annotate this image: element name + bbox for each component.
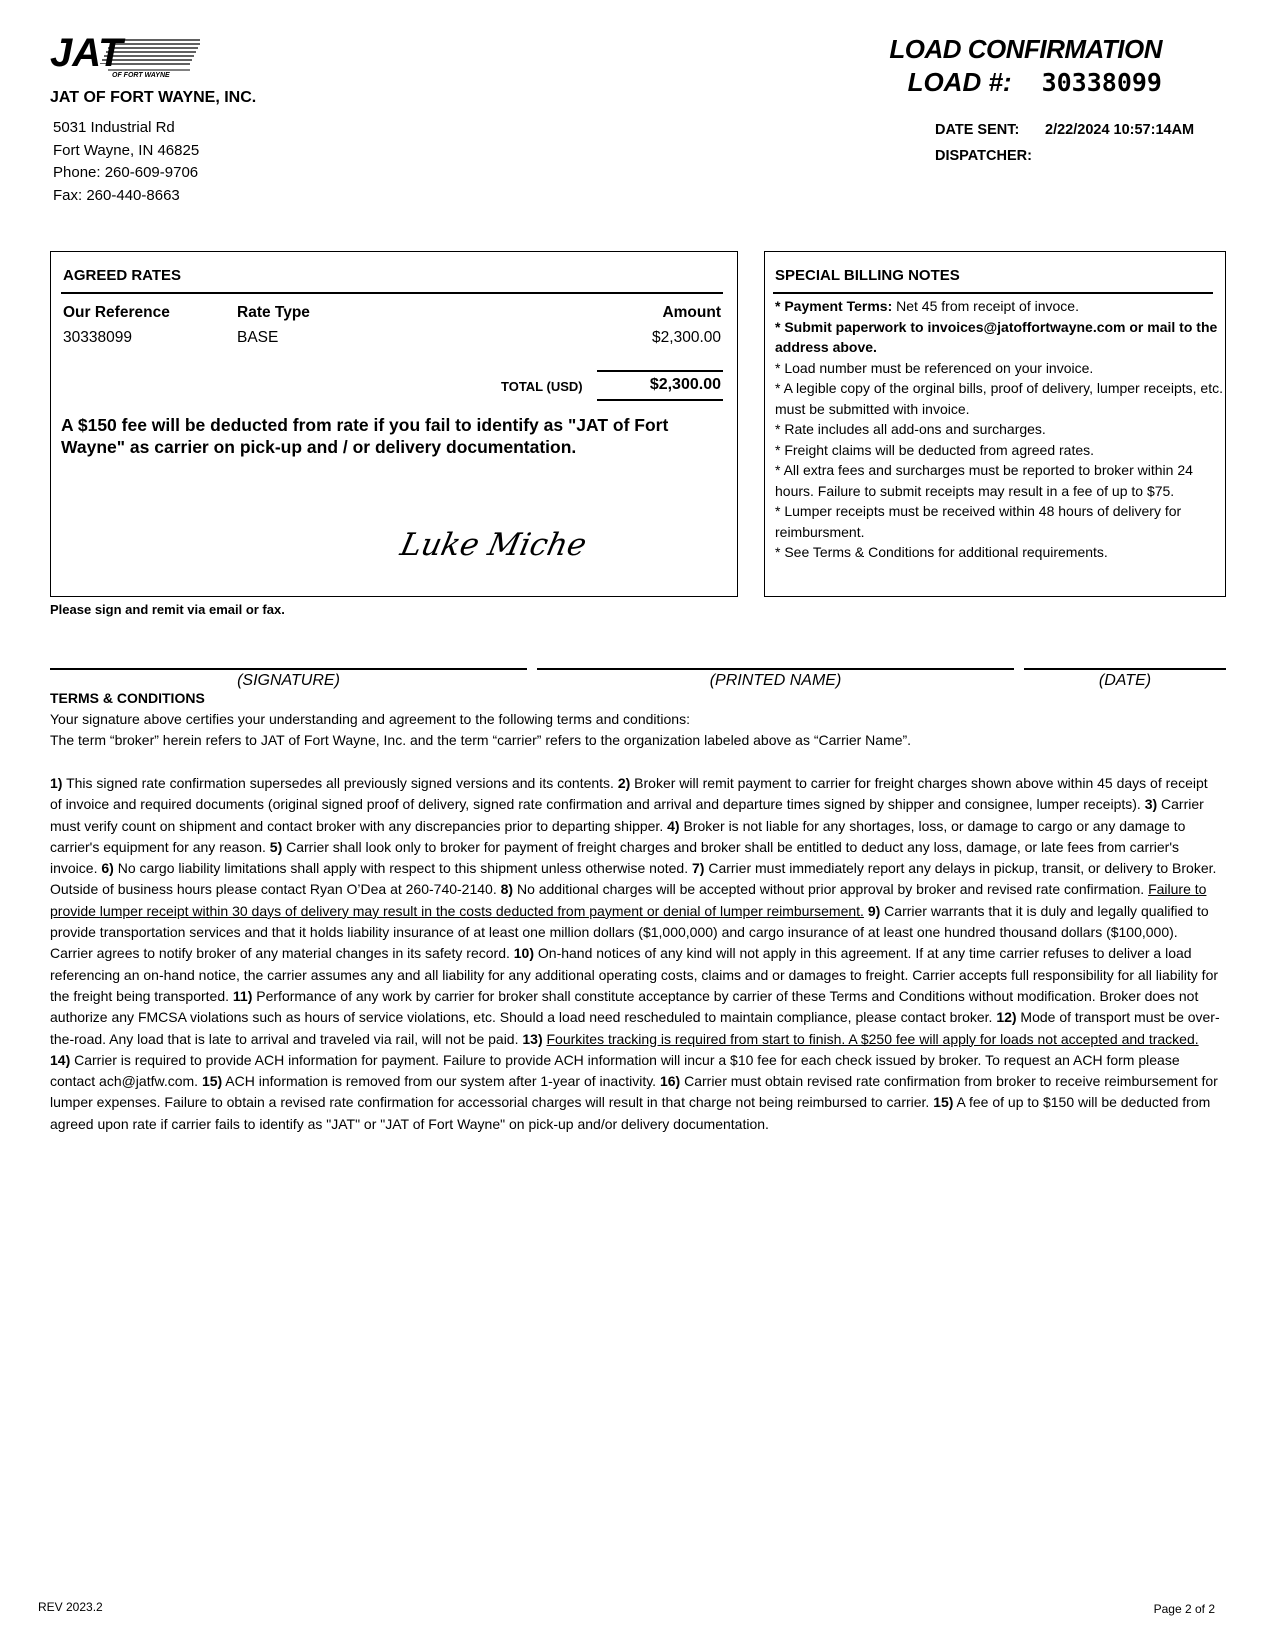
company-name: JAT OF FORT WAYNE, INC. [50,89,257,106]
company-logo [50,34,200,78]
sign-instruction: Please sign and remit via email or fax. [50,602,285,617]
notes-title-rule [773,292,1213,294]
logo-text: JAT [50,34,123,75]
total-label: TOTAL (USD) [501,379,583,394]
terms-intro-line: The term “broker” herein refers to JAT of Fort Wayne, Inc. and the term “carrier” refers to the organization labeled above as “Carrier Name”. [50,732,912,749]
note-item: * Load number must be referenced on your invoice. [775,359,1094,376]
note-item: * Rate includes all add-ons and surcharges. [775,421,1046,437]
load-number-row [908,67,1162,98]
date-caption: (DATE) [1098,672,1152,689]
signature-line[interactable] [50,668,527,670]
note-payment-terms [775,296,1223,317]
agreed-rates-box [50,251,738,597]
terms-title: TERMS & CONDITIONS [50,690,205,706]
address-city: Fort Wayne, IN 46825 [53,141,200,159]
col-amount: Amount [662,304,721,321]
note-item: * Lumper receipts must be received within 48 hours of delivery for reimbursment. [775,503,1182,540]
logo-subtext: OF FORT WAYNE [112,72,170,78]
col-our-reference: Our Reference [63,304,170,321]
dispatcher-label: DISPATCHER: [935,148,1032,164]
terms-paragraph: 1) This signed rate confirmation supersedes all previously signed versions and its contents. 2) Broker will remit payment to carrier for freight charges shown above within 45 days of receipt of invoice and required documents (original signed proof of delivery, signed rate confirmation and arrival and departure times signed by shipper and consignee, lumper receipts). 3) Carrier must verify count on shipment and contact broker with any discrepancies prior to departing shipper. 4) Broker is not liable for any shortages, loss, or damage to cargo or any damage to carrier's equipment for any reason. 5) Carrier shall look only to broker for payment of freight charges and broker shall be entitled to deduct any loss, damage, or late fees from carrier's invoice. 6) No cargo liability limitations shall apply with respect to this shipment unless otherwise noted. 7) Carrier must immediately report any delays in pickup, transit, or delivery to Broker. Outside of business hours please contact Ryan O’Dea at 260-740-2140. 8) No additional charges will be accepted without prior approval by broker and revised rate confirmation. Failure to provide lumper receipt within 30 days of delivery may result in the costs deducted from payment or denial of lumper reimbursement. 9) Carrier warrants that it is duly and legally qualified to provide transportation services and that it holds liability insurance of at least one million dollars ($1,000,000) and cargo insurance of at least one hundred thousand dollars ($100,000). Carrier agrees to notify broker of any material changes in its safety record. 10) On-hand notices of any kind will not apply in this agreement. If at any time carrier refuses to deliver a load referencing an on-hand notice, the carrier assumes any and all liability for any additional operating costs, claims and or damages to freight. Carrier accepts full responsibility for all liability for the freight being transported. 11) Performance of any work by carrier for broker shall constitute acceptance by carrier of these Terms and Conditions without modification. Broker does not authorize any FMCSA violations such as hours of service violations, etc. Should a load need rescheduled to maintain compliance, please contact broker. 12) Mode of transport must be over-the-road. Any load that is late to arrival and traveled via rail, will not be paid. 13) Fourkites tracking is required from start to finish. A $250 fee will apply for loads not accepted and tracked. 14) Carrier is required to provide ACH information for payment. Failure to provide ACH information will incur a $10 fee for each check issued by broker. To request an ACH form please contact ach@jatfw.com. 15) ACH information is removed from our system after 1-year of inactivity. 16) Carrier must obtain revised rate confirmation from broker to receive reimbursement for lumper expenses. Failure to obtain a revised rate confirmation for accessorial charges will result in that charge not being reimbursed to carrier. 15) A fee of up to $150 will be deducted from agreed upon rate if carrier fails to identify as "JAT" or "JAT of Fort Wayne" on pick-up and/or delivery documentation. [50,775,1220,1132]
terms-intro [50,709,1222,752]
load-number: 30338099 [1041,68,1162,97]
agreed-rates-title: AGREED RATES [63,267,182,284]
date-sent-value: 2/22/2024 10:57:14AM [1045,122,1195,138]
billing-notes-list [775,296,1223,563]
note-item: * See Terms & Conditions for additional requirements. [775,544,1108,560]
identification-fee-notice: A $150 fee will be deducted from rate if you fail to identify as "JAT of Fort Wayne" as carrier on pick-up and / or delivery documentation. [61,415,669,457]
address-street: 5031 Industrial Rd [53,119,175,136]
terms-intro-line: Your signature above certifies your understanding and agreement to the following terms and conditions: [50,711,690,727]
note-item: * A legible copy of the orginal bills, proof of delivery, lumper receipts, etc. must be submitted with invoice. [775,380,1223,417]
page-number: Page 2 of 2 [1153,1602,1215,1616]
signature-caption: (SIGNATURE) [237,672,340,689]
address-fax: Fax: 260-440-8663 [53,186,180,204]
terms-body [50,773,1222,1135]
special-billing-notes-box [764,251,1226,597]
rate-type-value: BASE [237,329,279,346]
handwritten-signature: Luke Miche [397,527,590,563]
total-amount: $2,300.00 [649,376,721,393]
rate-amount: $2,300.00 [652,329,721,346]
payment-terms-label: * Payment Terms: [775,298,893,314]
billing-notes-title: SPECIAL BILLING NOTES [775,267,960,284]
note-submit-paperwork: * Submit paperwork to invoices@jatoffortwayne.com or mail to the address above. [775,318,1218,355]
total-underline [597,399,723,401]
revision-label: REV 2023.2 [38,1600,103,1614]
rate-reference: 30338099 [63,329,132,346]
date-line[interactable] [1024,668,1226,670]
rates-title-rule [61,292,723,294]
doc-title: LOAD CONFIRMATION [889,34,1162,64]
payment-terms-value: Net 45 from receipt of invoce. [892,298,1079,314]
address-phone: Phone: 260-609-9706 [53,164,199,181]
printed-name-caption: (PRINTED NAME) [709,672,842,689]
printed-name-line[interactable] [537,668,1014,670]
date-sent-label: DATE SENT: [935,122,1020,138]
note-item: * Freight claims will be deducted from agreed rates. [775,441,1095,458]
company-address [53,117,199,207]
load-label: LOAD #: [907,67,1012,97]
total-rule [597,370,723,372]
note-item: * All extra fees and surcharges must be reported to broker within 24 hours. Failure to submit receipts may result in a fee of up to $75. [775,462,1193,499]
col-rate-type: Rate Type [237,304,310,321]
doc-meta [935,117,1194,169]
